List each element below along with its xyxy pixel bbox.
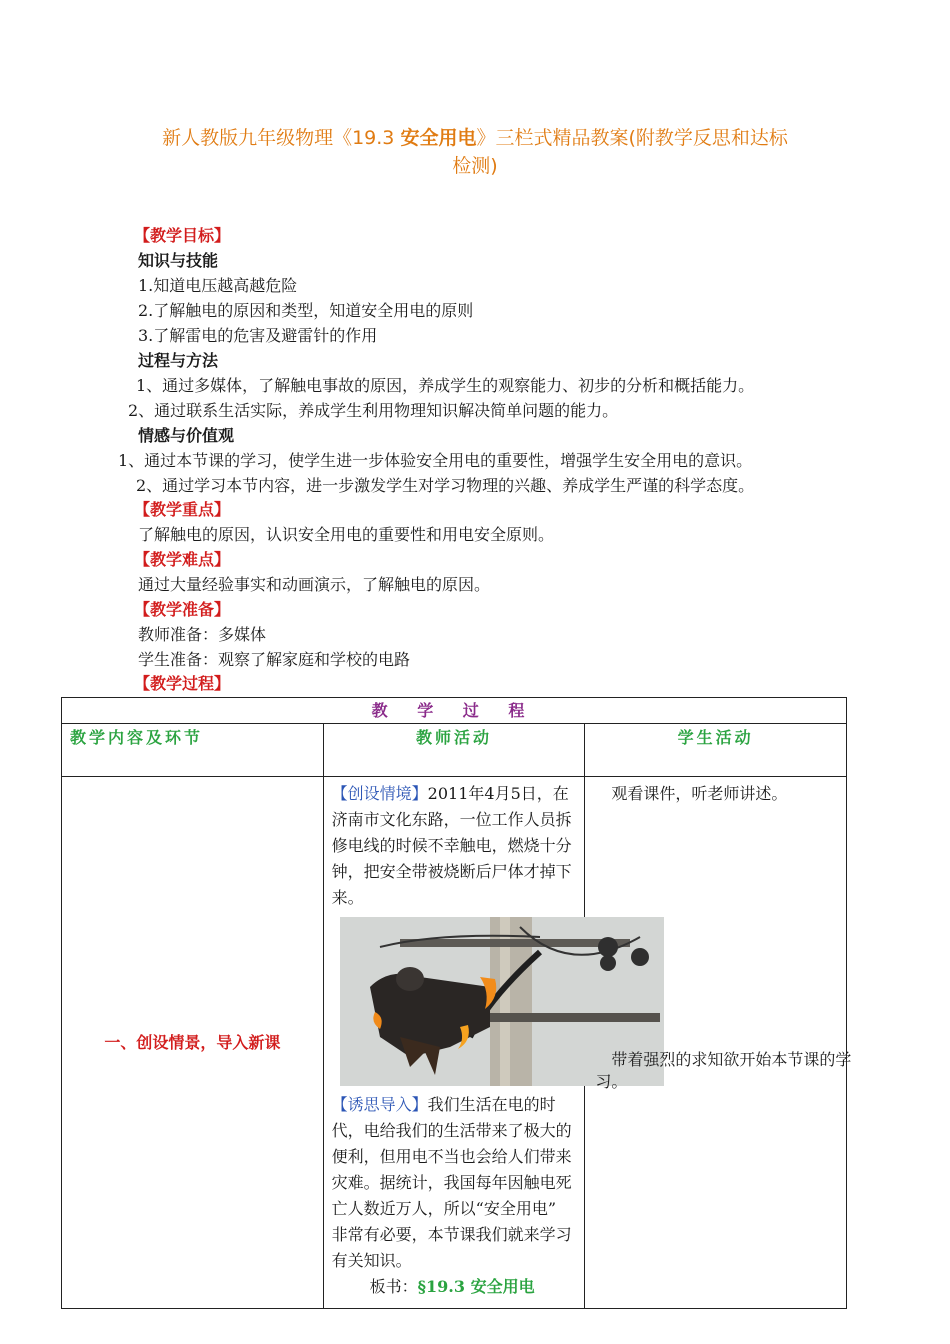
student-activity-2: 带着强烈的求知欲开始本节课的学习。 [595, 1050, 852, 1091]
knowledge-title: 知识与技能 [138, 251, 219, 270]
title-part-bold: 安全用电 [400, 127, 477, 149]
student-activity-1: 观看课件，听老师讲述。 [611, 784, 788, 803]
intro-paragraph [332, 1092, 577, 1274]
objectives-heading: 【教学目标】 [134, 226, 231, 245]
values-item-2: 2、通过学习本节内容，进一步激发学生对学习物理的兴趣、养成学生严谨的科学态度。 [136, 476, 755, 495]
process-item-2: 2、通过联系生活实际，养成学生利用物理知识解决简单问题的能力。 [128, 401, 619, 420]
title-part-1: 新人教版九年级物理《19.3 [162, 127, 401, 149]
knowledge-item-3: 3.了解雷电的危害及避雷针的作用 [138, 326, 378, 345]
key-points-text: 了解触电的原因，认识安全用电的重要性和用电安全原则。 [138, 525, 555, 544]
teacher-activity [323, 777, 585, 1309]
values-item-1: 1、通过本节课的学习，使学生进一步体验安全用电的重要性，增强学生安全用电的意识。 [118, 451, 753, 470]
scenario-tag: 【创设情境】 [331, 784, 428, 803]
title-line-2: 检测) [452, 155, 498, 177]
values-title: 情感与价值观 [138, 426, 235, 445]
process-heading: 【教学过程】 [134, 674, 231, 693]
col-header-teacher: 教师活动 [323, 724, 585, 777]
teaching-process-table [61, 697, 852, 1309]
scenario-paragraph [332, 781, 577, 911]
blackboard-line [332, 1274, 577, 1300]
preparation-heading: 【教学准备】 [134, 600, 231, 619]
col-header-student: 学生活动 [585, 724, 847, 777]
process-item-1: 1、通过多媒体，了解触电事故的原因，养成学生的观察能力、初步的分析和概括能力。 [136, 376, 755, 395]
process-title: 过程与方法 [138, 351, 219, 370]
preparation-student: 学生准备：观察了解家庭和学校的电路 [138, 650, 411, 669]
title-part-2: 》三栏式精品教案(附教学反思和达标 [476, 127, 788, 149]
knowledge-item-2: 2.了解触电的原因和类型，知道安全用电的原则 [138, 301, 474, 320]
col-header-content: 教学内容及环节 [62, 724, 324, 777]
board-label: 板书： [369, 1277, 418, 1296]
key-points-heading: 【教学重点】 [134, 500, 231, 519]
difficulties-heading: 【教学难点】 [134, 550, 231, 569]
intro-tag: 【诱思导入】 [331, 1095, 428, 1114]
section-label: 一、创设情景，导入新课 [62, 777, 324, 1309]
student-activity [585, 777, 852, 1309]
document-title [100, 124, 850, 180]
preparation-teacher: 教师准备：多媒体 [138, 625, 267, 644]
board-title: §19.3 安全用电 [417, 1277, 535, 1296]
difficulties-text: 通过大量经验事实和动画演示，了解触电的原因。 [138, 575, 491, 594]
scenario-text: 2011年4月5日，在济南市文化东路，一位工作人员拆修电线的时候不幸触电，燃烧十分钟，把安全带被烧断后尸体才掉下来。 [331, 784, 572, 907]
table-header: 教 学 过 程 [62, 698, 847, 724]
intro-text: 我们生活在电的时代，电给我们的生活带来了极大的便利，但用电不当也会给人们带来灾难。据统计，我国每年因触电死亡人数近万人，所以“安全用电” 非常有必要，本节课我们就来学习有关知识。 [331, 1095, 572, 1270]
knowledge-item-1: 1.知道电压越高越危险 [138, 276, 298, 295]
